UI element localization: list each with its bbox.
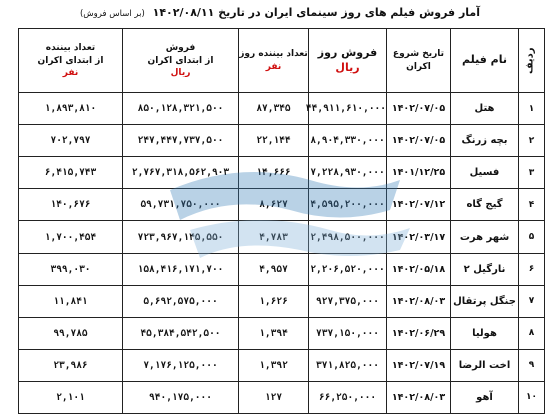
cell-total-viewers: ۱۱,۸۴۱ — [19, 285, 123, 317]
cell-total-sales: ۵۹,۷۳۱,۷۵۰,۰۰۰ — [123, 189, 239, 221]
cell-rank: ۸ — [519, 317, 545, 349]
cell-start-date: ۱۴۰۲/۰۷/۱۲ — [387, 189, 451, 221]
cell-total-sales: ۵,۶۹۲,۵۷۵,۰۰۰ — [123, 285, 239, 317]
header-rank: ردیف — [519, 29, 545, 93]
cell-daily-viewers: ۱۲۷ — [239, 381, 309, 413]
header-total-viewers: تعداد بیننده از ابتدای اکران نفر — [19, 29, 123, 93]
cell-film: اخت الرضا — [451, 349, 519, 381]
table-row — [19, 381, 545, 413]
cell-rank: ۱۰ — [519, 381, 545, 413]
cell-total-sales: ۷,۱۷۶,۱۲۵,۰۰۰ — [123, 349, 239, 381]
cell-total-sales: ۸۵۰,۱۲۸,۳۲۱,۵۰۰ — [123, 93, 239, 125]
cell-total-sales: ۱۵۸,۴۱۶,۱۷۱,۷۰۰ — [123, 253, 239, 285]
cell-start-date: ۱۴۰۲/۰۷/۱۹ — [387, 349, 451, 381]
cell-total-viewers: ۲۳,۹۸۶ — [19, 349, 123, 381]
cell-daily-viewers: ۲۲,۱۴۴ — [239, 125, 309, 157]
cell-start-date: ۱۴۰۲/۰۳/۱۷ — [387, 221, 451, 253]
cell-total-sales: ۴۵,۳۸۴,۵۴۲,۵۰۰ — [123, 317, 239, 349]
header-total-sales: فروش از ابتدای اکران ریال — [123, 29, 239, 93]
table-row — [19, 317, 545, 349]
cell-total-viewers: ۳۹۹,۰۳۰ — [19, 253, 123, 285]
table-row — [19, 157, 545, 189]
cell-daily-sales: ۲,۲۰۶,۵۲۰,۰۰۰ — [309, 253, 387, 285]
unit-rial: ریال — [170, 67, 191, 78]
table-header-row — [19, 29, 545, 93]
cell-rank: ۳ — [519, 157, 545, 189]
header-film: نام فیلم — [451, 29, 519, 93]
cell-daily-viewers: ۸,۶۲۷ — [239, 189, 309, 221]
unit-person: نفر — [265, 61, 282, 72]
cell-start-date: ۱۴۰۲/۰۷/۰۵ — [387, 125, 451, 157]
unit-rial: ریال — [335, 60, 360, 74]
cell-rank: ۱ — [519, 93, 545, 125]
unit-person: نفر — [62, 67, 79, 78]
title-main: آمار فروش فیلم های روز سینمای ایران در تاریخ ۱۴۰۲/۰۸/۱۱ — [152, 6, 480, 19]
table-row — [19, 253, 545, 285]
cell-rank: ۷ — [519, 285, 545, 317]
cell-total-sales: ۷۲۳,۹۶۷,۱۴۵,۵۵۰ — [123, 221, 239, 253]
cell-total-viewers: ۷۰۲,۷۹۷ — [19, 125, 123, 157]
cell-film: فسیل — [451, 157, 519, 189]
table-row — [19, 221, 545, 253]
cell-film: شهر هرت — [451, 221, 519, 253]
title-note: (بر اساس فروش) — [79, 9, 145, 19]
header-daily-sales: فروش روز ریال — [309, 29, 387, 93]
cell-total-sales: ۹۴۰,۱۷۵,۰۰۰ — [123, 381, 239, 413]
header-daily-viewers: تعداد بیننده روز نفر — [239, 29, 309, 93]
cell-daily-viewers: ۴,۷۸۳ — [239, 221, 309, 253]
table-row — [19, 189, 545, 221]
cell-total-viewers: ۶,۴۱۵,۷۴۳ — [19, 157, 123, 189]
cell-rank: ۵ — [519, 221, 545, 253]
cell-total-viewers: ۱۴۰,۶۷۶ — [19, 189, 123, 221]
box-office-table — [18, 28, 545, 414]
cell-total-viewers: ۲,۱۰۱ — [19, 381, 123, 413]
cell-daily-viewers: ۱,۳۹۴ — [239, 317, 309, 349]
table-row — [19, 349, 545, 381]
table-row — [19, 93, 545, 125]
cell-daily-sales: ۴,۵۹۵,۲۰۰,۰۰۰ — [309, 189, 387, 221]
cell-total-sales: ۲,۷۶۷,۳۱۸,۵۶۲,۹۰۳ — [123, 157, 239, 189]
cell-start-date: ۱۴۰۱/۱۲/۲۵ — [387, 157, 451, 189]
cell-rank: ۶ — [519, 253, 545, 285]
cell-daily-sales: ۲,۴۹۸,۵۰۰,۰۰۰ — [309, 221, 387, 253]
cell-daily-sales: ۸,۹۰۴,۳۳۰,۰۰۰ — [309, 125, 387, 157]
cell-film: بچه زرنگ — [451, 125, 519, 157]
cell-rank: ۴ — [519, 189, 545, 221]
cell-total-viewers: ۱,۸۹۳,۸۱۰ — [19, 93, 123, 125]
cell-start-date: ۱۴۰۲/۰۶/۲۹ — [387, 317, 451, 349]
cell-daily-sales: ۷۳۷,۱۵۰,۰۰۰ — [309, 317, 387, 349]
cell-daily-sales: ۶۶,۲۵۰,۰۰۰ — [309, 381, 387, 413]
page-title — [0, 6, 560, 19]
cell-daily-sales: ۷,۲۲۸,۹۳۰,۰۰۰ — [309, 157, 387, 189]
cell-total-viewers: ۹۹,۷۸۵ — [19, 317, 123, 349]
cell-daily-viewers: ۴,۹۵۷ — [239, 253, 309, 285]
cell-start-date: ۱۴۰۲/۰۸/۰۳ — [387, 285, 451, 317]
cell-daily-sales: ۴۴,۹۱۱,۶۱۰,۰۰۰ — [309, 93, 387, 125]
cell-daily-sales: ۳۷۱,۸۲۵,۰۰۰ — [309, 349, 387, 381]
cell-start-date: ۱۴۰۲/۰۵/۱۸ — [387, 253, 451, 285]
cell-start-date: ۱۴۰۲/۰۸/۰۳ — [387, 381, 451, 413]
cell-daily-sales: ۹۲۷,۳۷۵,۰۰۰ — [309, 285, 387, 317]
cell-total-viewers: ۱,۷۰۰,۴۵۴ — [19, 221, 123, 253]
cell-film: هولیا — [451, 317, 519, 349]
cell-film: آهو — [451, 381, 519, 413]
cell-start-date: ۱۴۰۲/۰۷/۰۵ — [387, 93, 451, 125]
cell-rank: ۹ — [519, 349, 545, 381]
cell-film: گیج گاه — [451, 189, 519, 221]
cell-daily-viewers: ۱۴,۶۶۶ — [239, 157, 309, 189]
cell-film: جنگل پرتقال — [451, 285, 519, 317]
header-start-date: تاریخ شروع اکران — [387, 29, 451, 93]
table-row — [19, 125, 545, 157]
cell-rank: ۲ — [519, 125, 545, 157]
cell-daily-viewers: ۸۷,۳۴۵ — [239, 93, 309, 125]
cell-daily-viewers: ۱,۶۲۶ — [239, 285, 309, 317]
cell-film: هتل — [451, 93, 519, 125]
table-row — [19, 285, 545, 317]
cell-daily-viewers: ۱,۳۹۲ — [239, 349, 309, 381]
cell-total-sales: ۲۴۷,۴۴۷,۷۳۷,۵۰۰ — [123, 125, 239, 157]
cell-film: نارگیل ۲ — [451, 253, 519, 285]
